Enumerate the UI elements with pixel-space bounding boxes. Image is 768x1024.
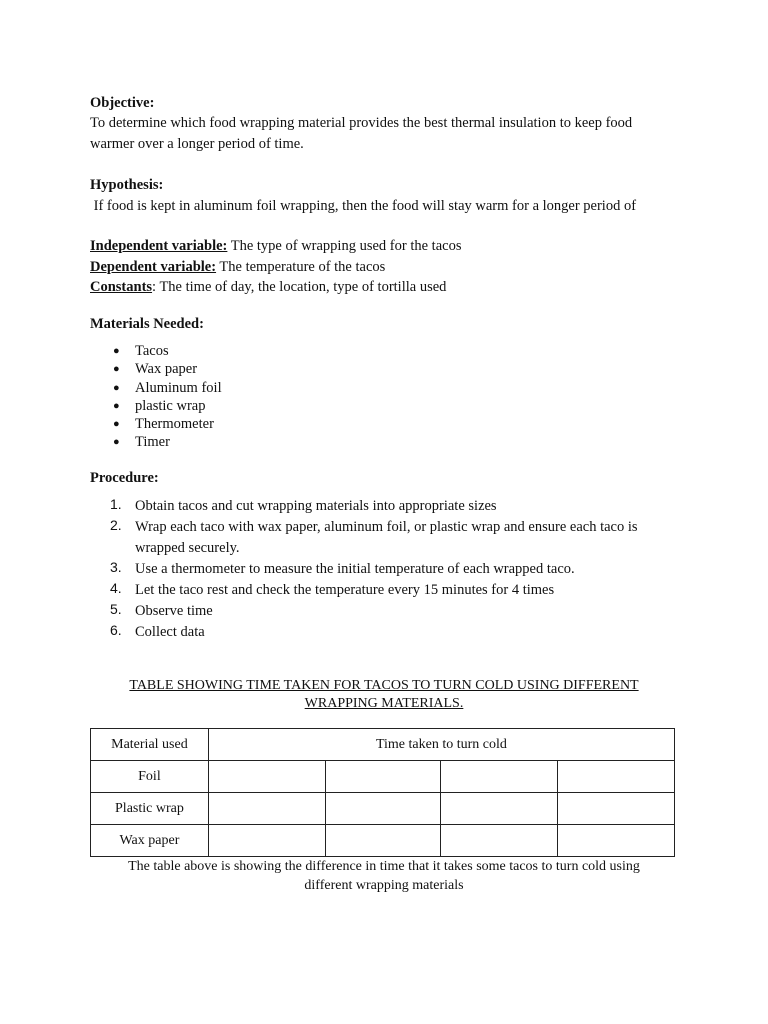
list-item <box>110 601 680 622</box>
constants-text: : The time of day, the location, type of tortilla used <box>152 279 447 295</box>
constants-label: Constants <box>90 279 153 295</box>
step-number: 3. <box>110 559 122 575</box>
procedure-list <box>110 496 680 643</box>
step-text: Observe time <box>135 603 213 619</box>
time-cell <box>441 761 558 793</box>
time-cell <box>558 825 675 857</box>
dependent-variable-label: Dependent variable: <box>90 259 217 275</box>
table-caption-line-1: The table above is showing the difference in time that it takes some tacos to turn cold using <box>128 859 640 874</box>
material-item-label: plastic wrap <box>135 397 206 414</box>
material-item-label: Wax paper <box>135 361 198 378</box>
table-row <box>91 793 675 825</box>
time-cell <box>558 793 675 825</box>
material-item-label: Tacos <box>135 343 169 359</box>
list-item <box>110 559 680 580</box>
hypothesis-text: If food is kept in aluminum foil wrapping, then the food will stay warm for a longer period of <box>90 198 637 214</box>
time-cell <box>208 793 325 825</box>
objective-line-2: warmer over a longer period of time. <box>90 136 304 152</box>
header-time-taken: Time taken to turn cold <box>208 729 674 761</box>
table-title-line-1: TABLE SHOWING TIME TAKEN FOR TACOS TO TURN COLD USING DIFFERENT <box>129 678 639 693</box>
table-title <box>96 677 672 713</box>
step-number: 2. <box>110 517 122 533</box>
step-text: Collect data <box>135 624 205 640</box>
time-cell <box>325 825 441 857</box>
time-cell <box>325 793 441 825</box>
constants-line <box>90 277 446 297</box>
time-cell <box>325 761 441 793</box>
results-table <box>90 728 675 857</box>
table-title-line-2: WRAPPING MATERIALS. <box>304 696 464 711</box>
time-cell <box>558 761 675 793</box>
independent-variable-text: The type of wrapping used for the tacos <box>227 238 462 254</box>
table-caption <box>96 857 672 895</box>
table-row <box>91 761 675 793</box>
time-cell <box>441 793 558 825</box>
material-item-label: Thermometer <box>135 416 214 433</box>
step-text: Wrap each taco with wax paper, aluminum foil, or plastic wrap and ensure each taco is wrapped securely. <box>135 519 638 556</box>
hypothesis-heading: Hypothesis: <box>90 177 164 193</box>
bullet-icon: ● <box>113 345 120 357</box>
step-number: 4. <box>110 580 122 596</box>
material-item-label: Aluminum foil <box>135 379 222 396</box>
procedure-heading: Procedure: <box>90 470 159 486</box>
material-cell: Wax paper <box>91 825 209 857</box>
material-item-label: Timer <box>135 434 170 451</box>
bullet-icon: ● <box>113 399 120 412</box>
time-cell <box>441 825 558 857</box>
material-cell: Foil <box>91 761 209 793</box>
bullet-icon: ● <box>113 436 120 449</box>
materials-heading: Materials Needed: <box>90 316 204 332</box>
step-number: 5. <box>110 601 122 617</box>
bullet-icon: ● <box>113 363 120 376</box>
step-text: Obtain tacos and cut wrapping materials into appropriate sizes <box>135 498 497 514</box>
list-item <box>110 580 680 601</box>
table-header-row <box>91 729 675 761</box>
time-cell <box>208 825 325 857</box>
step-number: 1. <box>110 496 122 512</box>
list-item <box>110 517 680 559</box>
bullet-icon: ● <box>113 381 120 394</box>
header-material-used: Material used <box>91 729 209 761</box>
objective-line-1: To determine which food wrapping material provides the best thermal insulation to keep food <box>90 115 633 131</box>
material-cell: Plastic wrap <box>91 793 209 825</box>
dependent-variable-line <box>90 257 385 277</box>
bullet-icon: ● <box>113 418 120 431</box>
step-text: Use a thermometer to measure the initial temperature of each wrapped taco. <box>135 561 575 577</box>
time-cell <box>208 761 325 793</box>
objective-heading: Objective: <box>90 95 155 111</box>
list-item <box>110 496 680 517</box>
dependent-variable-text: The temperature of the tacos <box>216 259 386 275</box>
independent-variable-label: Independent variable: <box>90 238 228 254</box>
step-text: Let the taco rest and check the temperature every 15 minutes for 4 times <box>135 582 555 598</box>
table-caption-line-2: different wrapping materials <box>304 878 464 893</box>
step-number: 6. <box>110 622 122 638</box>
list-item <box>110 622 680 643</box>
independent-variable-line <box>90 236 461 256</box>
table-row <box>91 825 675 857</box>
